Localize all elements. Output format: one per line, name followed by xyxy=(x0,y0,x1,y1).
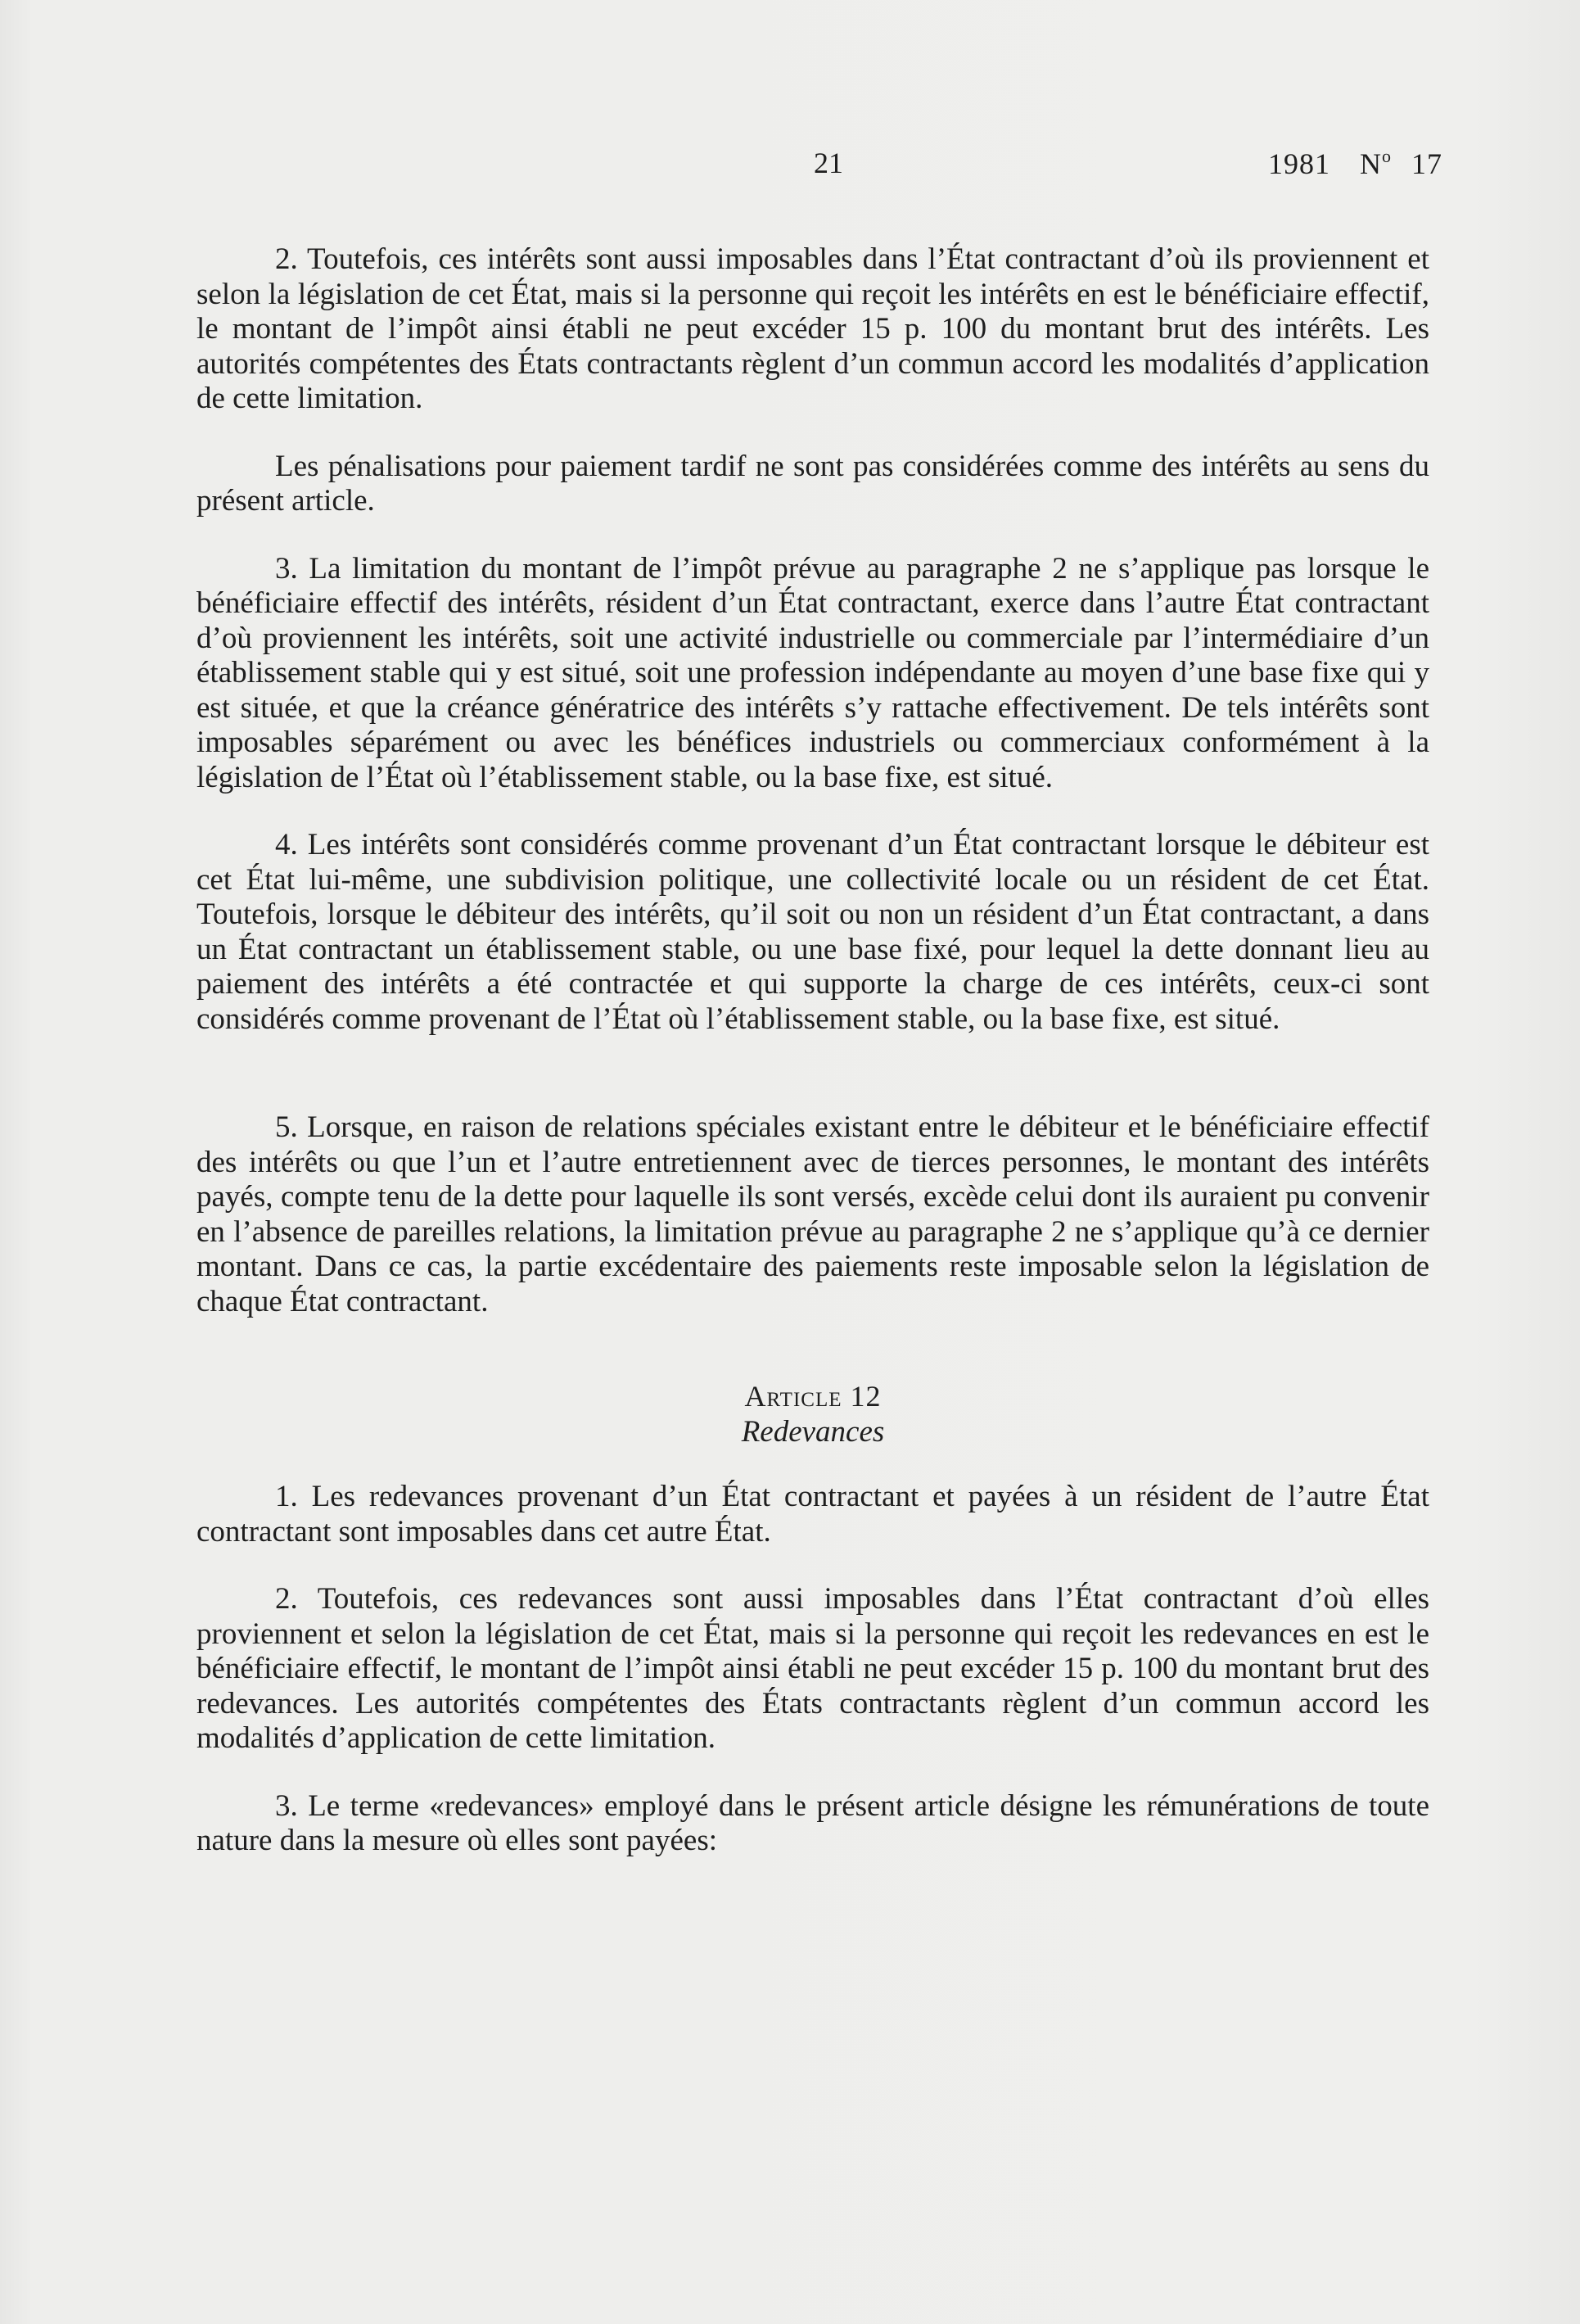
paragraph: 3. La limitation du montant de l’impôt prévue au paragraphe 2 ne s’applique pas lorsque le bénéficiaire effectif des intérêts, résident d’un État contractant, exerce dans l’autre État contractant d’où proviennent les intérêts, soit une activité industrielle ou commerciale par l’intermédiaire d’un établissement stable qui y est situé, soit une profession indépendante au moyen d’une base fixe qui y est située, et que la créance génératrice des intérêts s’y rattache effectivement. De tels intérêts sont imposables séparément ou avec les bénéfices industriels ou commerciaux conformément à la législation de l’État où l’établissement stable, ou la base fixe, est situé. xyxy=(196,551,1429,794)
running-head xyxy=(1247,146,1442,181)
paragraph: 4. Les intérêts sont considérés comme provenant d’un État contractant lorsque le débiteur est cet État lui-même, une subdivision politique, une collectivité locale ou un résident de cet État. Toutefois, lorsque le débiteur des intérêts, qu’il soit ou non un résident d’un État contractant, a dans un État contractant un établissement stable, ou une base fixé, pour lequel la dette donnant lieu au paiement des intérêts a été contractée et qui supporte la charge de ces intérêts, ceux-ci sont considérés comme provenant de l’État où l’établissement stable, ou la base fixe, est situé. xyxy=(196,828,1429,1036)
header-year: 1981 xyxy=(1268,147,1330,180)
paragraph: 5. Lorsque, en raison de relations spéciales existant entre le débiteur et le bénéficiaire effectif des intérêts ou que l’un et l’autre entretiennent avec de tierces personnes, le montant des intérêts payés, compte tenu de la dette pour laquelle ils sont versés, excède celui dont ils auraient pu convenir en l’absence de pareilles relations, la limitation prévue au paragraphe 2 ne s’applique qu’à ce dernier montant. Dans ce cas, la partie excédentaire des paiements reste imposable selon la législation de chaque État contractant. xyxy=(196,1110,1429,1318)
paragraph: 2. Toutefois, ces intérêts sont aussi imposables dans l’État contractant d’où ils proviennent et selon la législation de cet État, mais si la personne qui reçoit les intérêts en est le bénéficiaire effectif, le montant de l’impôt ainsi établi ne peut excéder 15 p. 100 du montant brut des intérêts. Les autorités compétentes des États contractants règlent d’un commun accord les modalités d’application de cette limitation. xyxy=(196,242,1429,415)
paragraph: 2. Toutefois, ces redevances sont aussi imposables dans l’État contractant d’où elles proviennent et selon la législation de cet État, mais si la personne qui reçoit les redevances en est le bénéficiaire effectif, le montant de l’impôt ainsi établi ne peut excéder 15 p. 100 du montant brut des redevances. Les autorités compétentes des États contractants règlent d’un commun accord les modalités d’application de cette limitation. xyxy=(196,1582,1429,1755)
page-number: 21 xyxy=(814,147,843,179)
article-heading xyxy=(196,1378,1429,1450)
page-header xyxy=(0,146,1580,187)
article-title: Article 12 xyxy=(744,1380,882,1413)
article-subtitle: Redevances xyxy=(741,1415,885,1449)
paragraph: 3. Le terme «redevances» employé dans le présent article désigne les rémunérations de toute nature dans la mesure où elles sont payées: xyxy=(196,1788,1429,1857)
paragraph: Les pénalisations pour paiement tardif ne sont pas considérées comme des intérêts au sens du présent article. xyxy=(196,449,1429,518)
paragraph: 1. Les redevances provenant d’un État contractant et payées à un résident de l’autre État contractant sont imposables dans cet autre État. xyxy=(196,1480,1429,1549)
header-number-label: $N^o$ xyxy=(1360,146,1392,180)
header-number: 17 xyxy=(1411,147,1442,180)
document-body xyxy=(196,242,1429,1859)
